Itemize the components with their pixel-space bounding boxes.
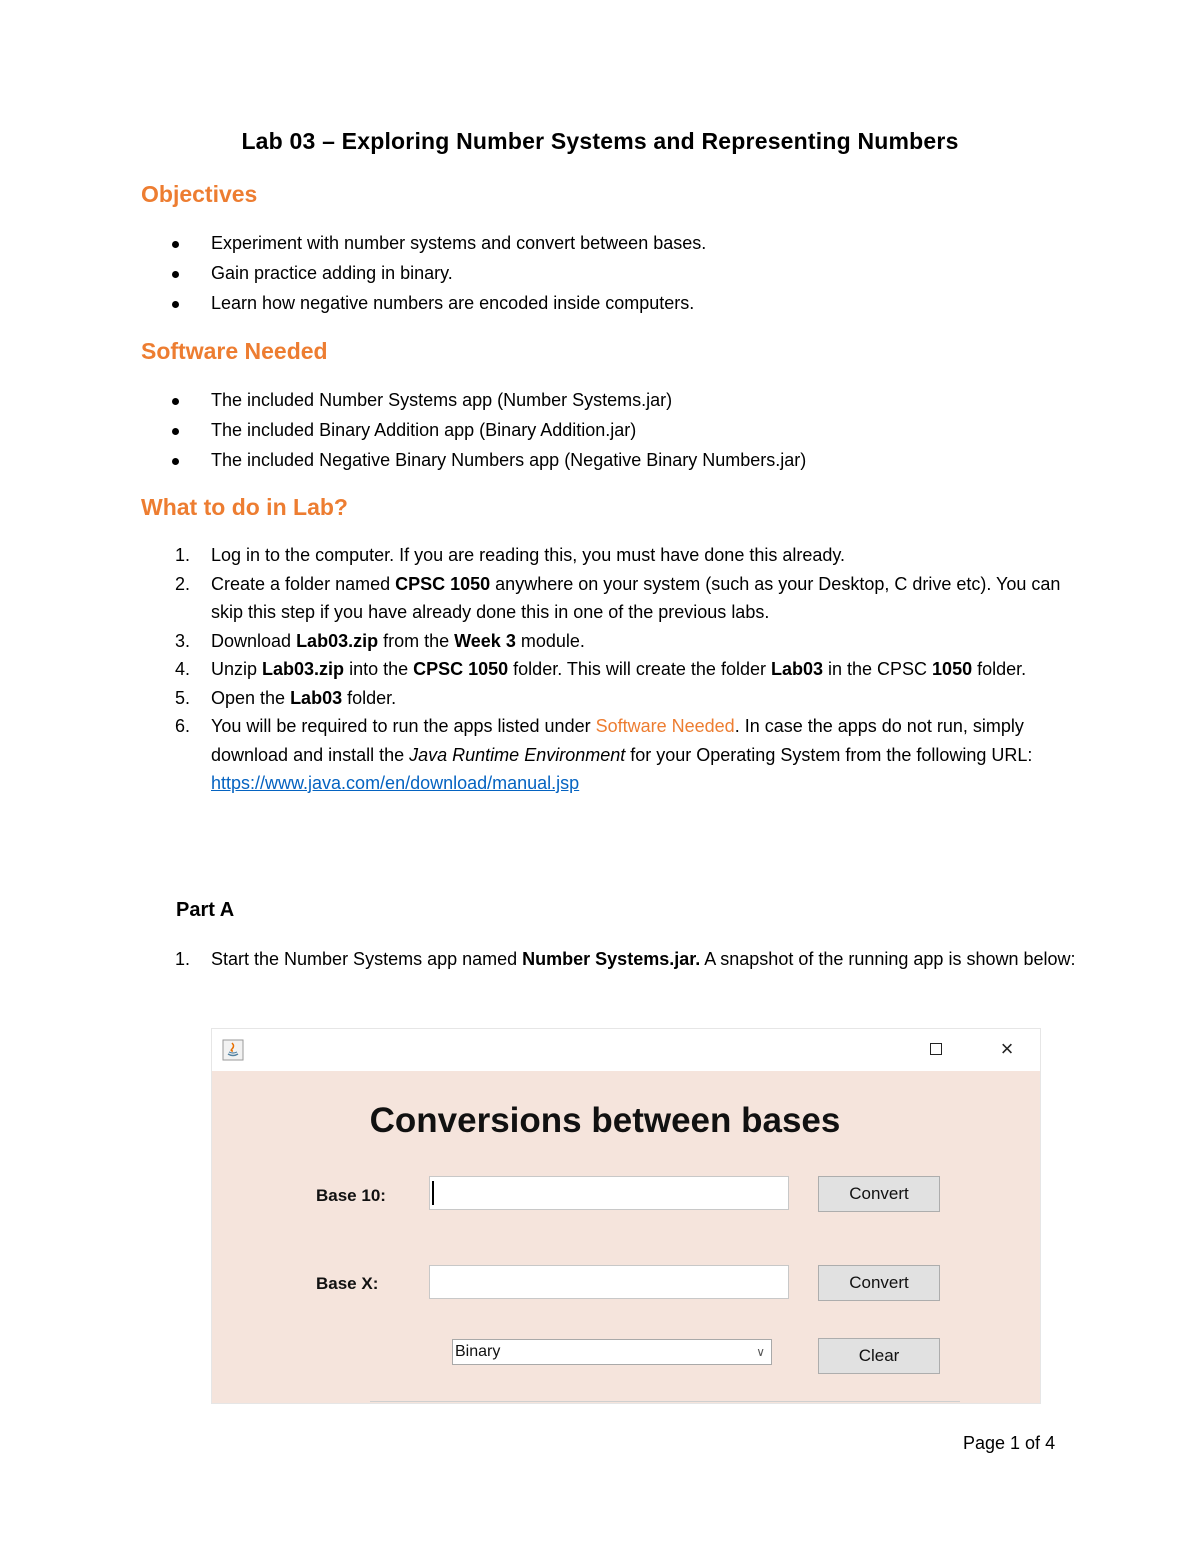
- bullet-icon: [172, 301, 179, 308]
- list-item: Experiment with number systems and convert between bases.: [141, 228, 706, 258]
- list-item: Learn how negative numbers are encoded inside computers.: [141, 288, 706, 318]
- lab-steps: [141, 541, 1081, 798]
- basex-input[interactable]: [429, 1265, 789, 1299]
- list-item: The included Negative Binary Numbers app (Negative Binary Numbers.jar): [141, 445, 806, 475]
- clear-button[interactable]: Clear: [818, 1338, 940, 1374]
- convert-base10-button[interactable]: Convert: [818, 1176, 940, 1212]
- list-item: Gain practice adding in binary.: [141, 258, 706, 288]
- app-titlebar: [212, 1029, 1040, 1071]
- jre-download-link[interactable]: https://www.java.com/en/download/manual.jsp: [211, 773, 580, 793]
- bullet-icon: [172, 398, 179, 405]
- number-systems-app-window: [212, 1029, 1040, 1403]
- base10-input[interactable]: [429, 1176, 789, 1210]
- list-item: 1. Log in to the computer. If you are reading this, you must have done this already.: [175, 545, 846, 565]
- bullet-icon: [172, 458, 179, 465]
- list-item: The included Binary Addition app (Binary Addition.jar): [141, 415, 806, 445]
- list-item: The included Number Systems app (Number Systems.jar): [141, 385, 806, 415]
- software-needed-ref: Software Needed: [595, 716, 735, 736]
- close-icon[interactable]: ×: [1000, 1036, 1014, 1061]
- list-item: 5. Open the Lab03 folder.: [175, 687, 397, 708]
- objectives-heading: Objectives: [141, 181, 258, 207]
- chevron-down-icon: ∨: [756, 1345, 765, 1359]
- base10-label: Base 10:: [316, 1186, 386, 1205]
- divider: [370, 1401, 960, 1402]
- list-item: 1. Start the Number Systems app named Number Systems.jar. A snapshot of the running app is shown below:: [175, 949, 1076, 969]
- part-a-steps: [141, 945, 1081, 974]
- text-caret: [432, 1181, 434, 1205]
- convert-basex-button[interactable]: Convert: [818, 1265, 940, 1301]
- base-select[interactable]: Binary ∨: [452, 1339, 772, 1365]
- list-item: 2. Create a folder named CPSC 1050 anywhere on your system (such as your Desktop, C drive etc). You can skip this step if you have already done this in one of the previous labs.: [175, 573, 1061, 622]
- list-item: 4. Unzip Lab03.zip into the CPSC 1050 folder. This will create the folder Lab03 in the CPSC 1050 folder.: [175, 659, 1027, 679]
- page-number: Page 1 of 4: [963, 1433, 1056, 1453]
- objectives-list: [141, 228, 706, 318]
- basex-label: Base X:: [316, 1274, 379, 1293]
- bullet-icon: [172, 241, 179, 248]
- list-item: 3. Download Lab03.zip from the Week 3 module.: [175, 630, 585, 651]
- part-a-heading: Part A: [176, 899, 235, 921]
- software-heading: Software Needed: [141, 338, 328, 364]
- maximize-icon[interactable]: [930, 1043, 942, 1055]
- page-title: Lab 03 – Exploring Number Systems and Representing Numbers: [241, 128, 959, 154]
- lab-heading: What to do in Lab?: [141, 494, 348, 520]
- software-list: [141, 385, 806, 475]
- java-icon: [222, 1039, 244, 1061]
- bullet-icon: [172, 428, 179, 435]
- bullet-icon: [172, 271, 179, 278]
- app-title: Conversions between bases: [369, 1101, 841, 1140]
- list-item: 6. You will be required to run the apps listed under Software Needed. In case the apps do not run, simply download and install the Java Runtime Environment for your Operating System from the following URL: https://www.java.com/en/download/manual.jsp: [175, 716, 1033, 793]
